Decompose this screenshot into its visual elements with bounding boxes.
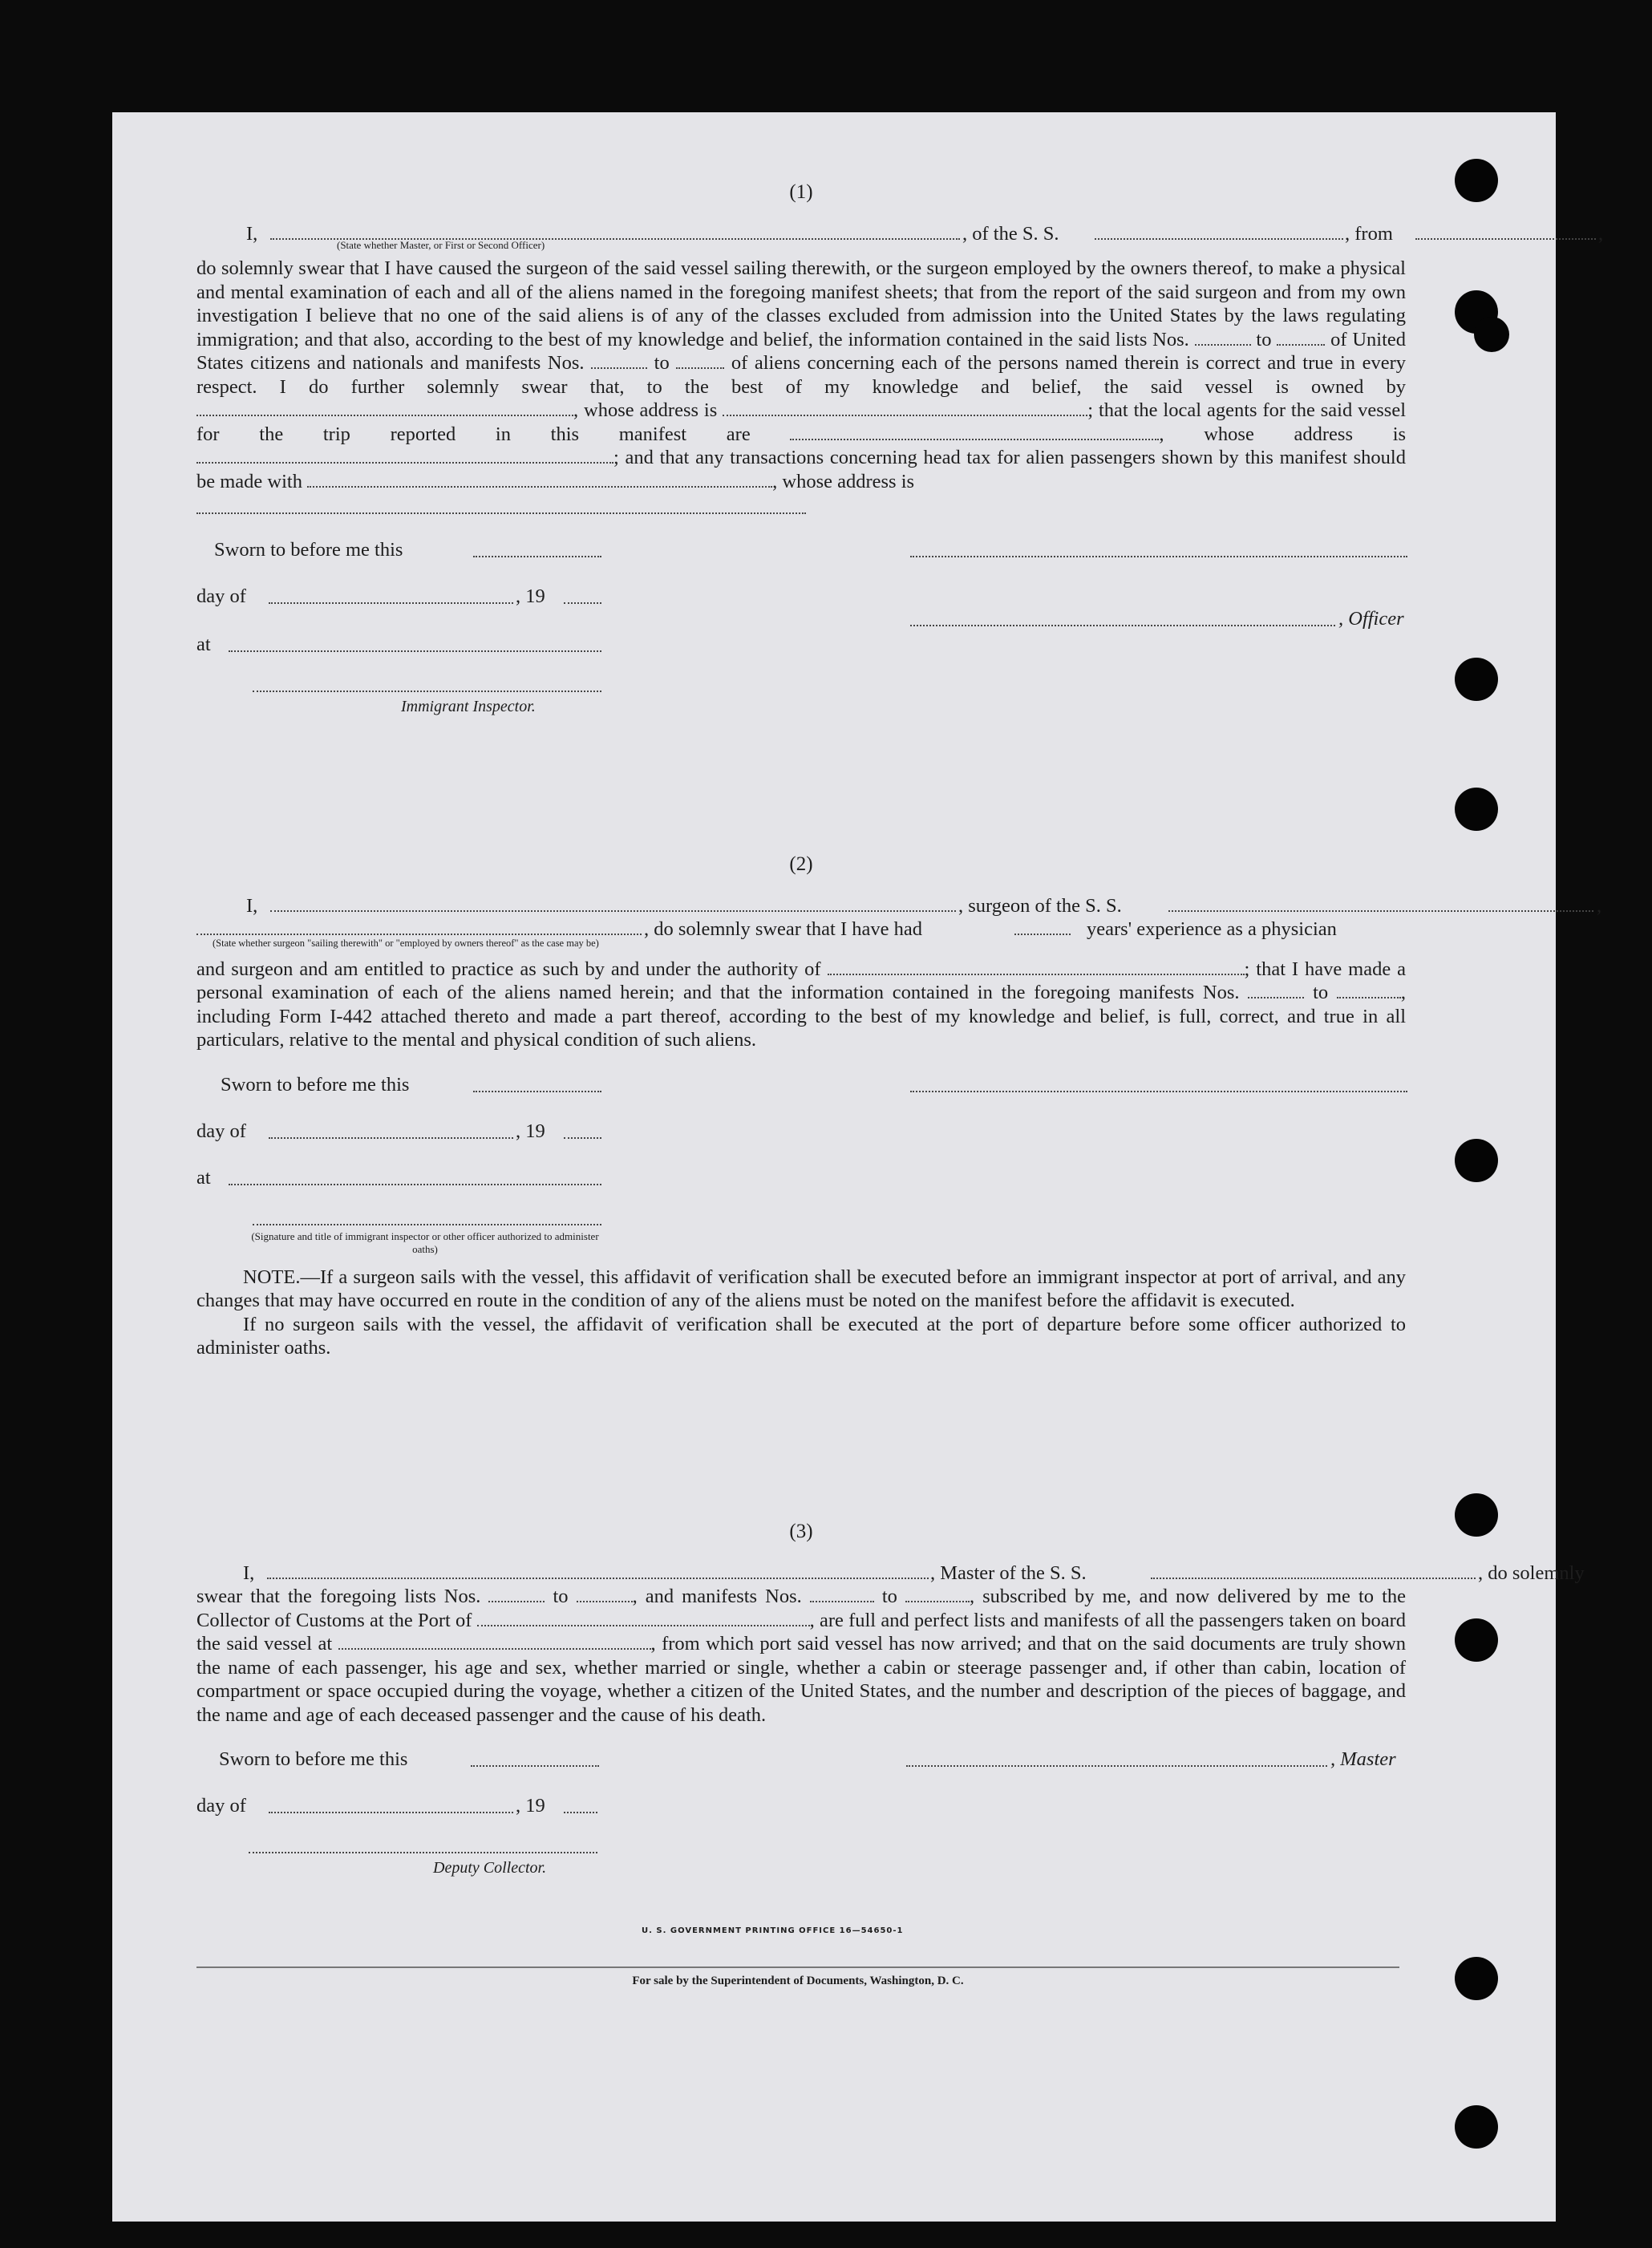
master-oath-paragraph: swear that the foregoing lists Nos. to , and manifests Nos. to , subscribed by me, and now delivered by me to the Collector of Customs at the Port of , are full and perfect lists and manifests of all the passengers taken on board the said vessel at , from which port said vessel has now arrived; and that on the said documents are truly shown the name of each passenger, his age and sex, whether married or single, whether a cabin or steerage passenger and, if other than cabin, location of compartment or space occupied during the voyage, whether a citizen of the United States, and the number and description of the pieces of baggage, and the name and age of each deceased passenger and the cause of his death. xyxy=(196,1586,1407,1726)
oath-signature-block: Sworn to before me this day of , 19 , Officer at Immigrant Inspector. xyxy=(196,538,1406,731)
label-i: I, xyxy=(246,222,258,245)
binder-hole xyxy=(1455,788,1498,831)
master-manifests-to[interactable] xyxy=(905,1585,970,1602)
officer-signature-field[interactable] xyxy=(910,540,1407,557)
binder-hole xyxy=(1474,317,1509,352)
master-dayof-field[interactable] xyxy=(269,1796,513,1813)
note-paragraph-2: If no surgeon sails with the vessel, the affidavit of verification shall be executed at the port of departure before some officer authorized to administer oaths. xyxy=(196,1313,1406,1359)
manifests-from-field[interactable] xyxy=(591,351,647,369)
officer-label: , Officer xyxy=(1338,608,1404,630)
section-heading: (1) xyxy=(789,181,813,203)
sale-notice: For sale by the Superintendent of Documents, Washington, D. C. xyxy=(632,1975,964,1987)
surgeon-dayof-field[interactable] xyxy=(269,1121,513,1139)
master-manifests-from[interactable] xyxy=(810,1585,874,1602)
inspector-label: Immigrant Inspector. xyxy=(401,698,536,715)
agents-address-field[interactable] xyxy=(196,446,613,464)
binder-hole xyxy=(1455,1957,1498,2000)
surgeon-signature-block: Sworn to before me this day of , 19 at (Signature and title of immigrant inspector or other officer authorized to administer oaths) xyxy=(196,1073,1406,1258)
surgeon-signature-field[interactable] xyxy=(910,1075,1407,1092)
section-heading: (3) xyxy=(789,1521,813,1542)
master-name-field[interactable] xyxy=(267,1561,929,1579)
binder-hole xyxy=(1455,1493,1498,1537)
oath-officer-signature-field[interactable] xyxy=(253,1208,601,1225)
at-field[interactable] xyxy=(229,634,601,652)
owner-field[interactable] xyxy=(196,399,573,416)
binder-hole xyxy=(1455,1618,1498,1662)
signature-caption: (Signature and title of immigrant inspector or other officer authorized to administer oaths) xyxy=(251,1229,599,1255)
binder-hole xyxy=(1455,1139,1498,1182)
master-signature-block: Sworn to before me this , Master day of , 19 Deputy Collector. xyxy=(196,1748,1406,1884)
dayof-field[interactable] xyxy=(269,586,513,604)
master-label: , Master xyxy=(1330,1748,1396,1770)
officer-caption: (State whether Master, or First or Second Officer) xyxy=(337,239,545,251)
head-tax-address-field[interactable] xyxy=(196,496,806,514)
label-from: , from xyxy=(1345,222,1393,245)
surgeon-oath-paragraph: and surgeon and am entitled to practice as such by and under the authority of ; that I have made a personal examination of each of the aliens named herein; and that the information contained in the foregoing manifests Nos. to , including Form I-442 attached thereto and made a part thereof, according to the best of my knowledge and belief, is full, correct, and true in all particulars, relative to the mental and physical condition of such aliens. xyxy=(196,958,1407,1051)
surgeon-manifests-to[interactable] xyxy=(1337,981,1401,998)
at-label: at xyxy=(196,634,211,655)
inspector-signature-field[interactable] xyxy=(253,674,601,692)
binder-hole xyxy=(1455,2105,1498,2149)
affidavit-section-3: (3) I, , Master of the S. S. , do solemnly swear that the foregoing lists Nos. to , and manifests Nos. to , subscribed by me, and now delivered by me to the Collector of Customs at the Port of , are full and perfect lists and manifests of all the passengers taken on board the said vessel at , from which port said vessel has now arrived; and that on the said documents are truly shown the name of each passenger, his age and sex, whether married or single, whether a cabin or steerage passenger and, if other than cabin, location of compartment or space occupied during the voyage, whether a citizen of the United States, and the number and description of the pieces of baggage, and the name and age of each deceased passenger and the cause of his death. Sworn to before me this , Master day of , 19 Deputy Collector. xyxy=(196,1520,1406,1884)
lists-to-field[interactable] xyxy=(1277,328,1325,346)
surgeon-type-field[interactable] xyxy=(196,917,642,935)
vessel-name-field[interactable] xyxy=(1095,222,1343,240)
surgeon-vessel-field[interactable] xyxy=(1168,894,1593,912)
section-heading: (2) xyxy=(789,853,813,875)
gpo-imprint: U. S. GOVERNMENT PRINTING OFFICE 16—54650-1 xyxy=(642,1926,904,1935)
master-vessel-field[interactable] xyxy=(1151,1561,1476,1579)
affidavit-section-2: (2) I, , surgeon of the S. S. , , do solemnly swear that I have had years' experience as a physician (State whether surgeon "sailing therewith" or "employed by owners thereof" as the case may be) and surgeon and am entitled to practice as such by and under the authority of ; that I have made a personal examination of each of the aliens named herein; and that the information contained in the foregoing manifests Nos. to , including Form I-442 attached thereto and made a part thereof, according to the best of my knowledge and belief, is full, correct, and true in all particulars, relative to the mental and physical condition of such aliens. Sworn to before me this day of , 19 at (Signature and title of immigrant inspector or other officer authorized to administer oaths) NOTE.—If a surgeon sails with the vessel, this affidavit of verification shall be executed before an immigrant inspector at port of arrival, and any changes that may have occurred en route in the condition of any of the aliens must be noted on the manifest before the affidavit is executed. If no surgeon sails with the vessel, the affidavit of verification shall be executed at the port of departure before some officer authorized to administer oaths. xyxy=(196,853,1602,1359)
footer-rule xyxy=(196,1966,1399,1968)
sworn-day-field[interactable] xyxy=(473,540,601,557)
master-year-field[interactable] xyxy=(564,1796,597,1813)
label-of-ss: , of the S. S. xyxy=(962,222,1059,245)
year-field[interactable] xyxy=(564,586,601,604)
departure-port-field[interactable] xyxy=(1415,222,1596,240)
deputy-signature-field[interactable] xyxy=(249,1836,597,1853)
officer-title-field[interactable] xyxy=(910,609,1335,626)
affidavit-section-1 xyxy=(196,180,1604,731)
surgeon-sworn-day-field[interactable] xyxy=(473,1075,601,1092)
master-signature-field[interactable] xyxy=(906,1749,1327,1767)
officer-name-field[interactable] xyxy=(270,222,960,240)
surgeon-at-field[interactable] xyxy=(229,1168,601,1185)
master-lists-to[interactable] xyxy=(577,1585,633,1602)
binder-hole xyxy=(1455,658,1498,701)
surgeon-name-field[interactable] xyxy=(270,894,956,912)
deputy-label: Deputy Collector. xyxy=(433,1859,547,1877)
lists-from-field[interactable] xyxy=(1195,328,1251,346)
manifests-to-field[interactable] xyxy=(676,351,724,369)
sworn-label: Sworn to before me this xyxy=(214,539,403,561)
surgeon-manifests-from[interactable] xyxy=(1248,981,1304,998)
years-experience-field[interactable] xyxy=(1014,917,1071,935)
master-lists-from[interactable] xyxy=(488,1585,545,1602)
authority-field[interactable] xyxy=(828,958,1245,975)
embarkation-port-field[interactable] xyxy=(338,1632,651,1650)
head-tax-contact-field[interactable] xyxy=(307,470,772,488)
local-agents-field[interactable] xyxy=(790,423,1159,440)
port-field[interactable] xyxy=(477,1609,810,1626)
master-line: I, , of the S. S. , from , xyxy=(246,222,1604,245)
owner-address-field[interactable] xyxy=(723,399,1087,416)
oath-paragraph: do solemnly swear that I have caused the surgeon of the said vessel sailing therewith, or the surgeon employed by the owners thereof, to make a physical and mental examination of each and all of the aliens named in the foregoing manifest sheets; that from the report of the said surgeon and from my own investigation I believe that no one of the said aliens is of any of the classes excluded from admission into the United States by the laws regulating immigration; and that also, according to the best of my knowledge and belief, the information contained in the said lists Nos. to of United States citizens and nationals and manifests Nos. to of aliens concerning each of the persons named therein is correct and true in every respect. I do further solemnly swear that, to the best of my knowledge and belief, the said vessel is owned by , whose address is ; that the local agents for the said vessel for the trip reported in this manifest are , whose address is ; and that any transactions concerning head tax for alien passengers shown by this manifest should be made with , whose address is xyxy=(196,257,1407,492)
master-sworn-day-field[interactable] xyxy=(471,1749,599,1767)
binder-hole xyxy=(1455,159,1498,202)
dayof-label: day of xyxy=(196,585,246,607)
surgeon-year-field[interactable] xyxy=(564,1121,601,1139)
surgeon-caption: (State whether surgeon "sailing therewith" or "employed by owners thereof" as the case may be) xyxy=(213,937,599,949)
note-paragraph: NOTE.—If a surgeon sails with the vessel, this affidavit of verification shall be executed before an immigrant inspector at port of arrival, and any changes that may have occurred en route in the condition of any of the aliens must be noted on the manifest before the affidavit is executed. xyxy=(196,1266,1406,1311)
